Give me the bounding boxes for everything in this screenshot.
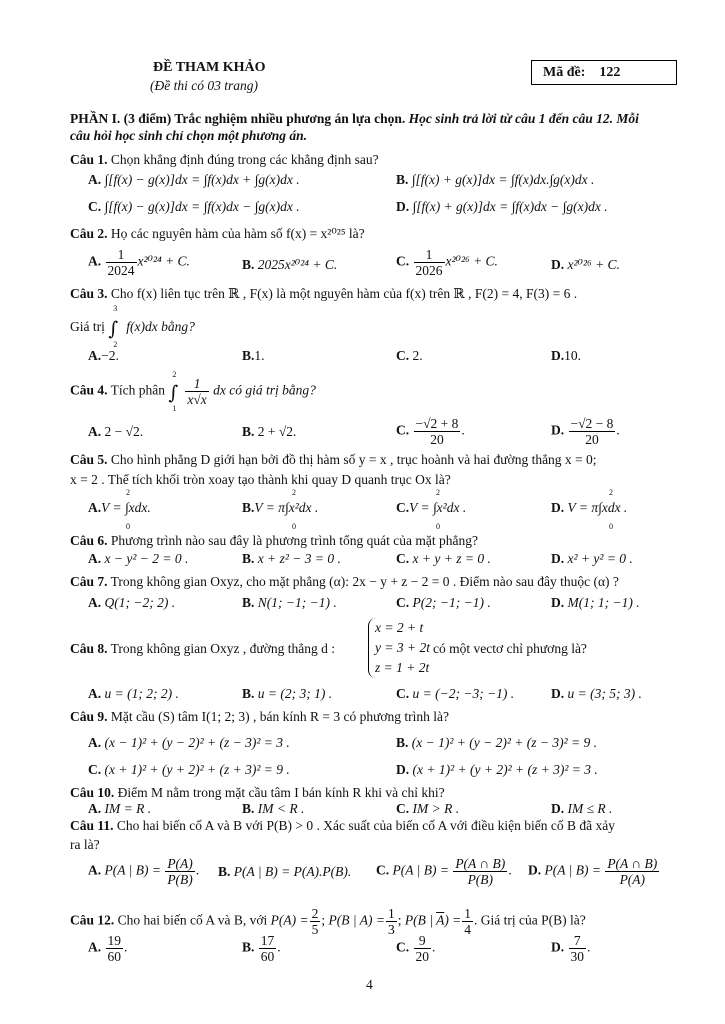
- q7-option-b: B. N(1; −1; −1) .: [242, 595, 337, 610]
- q5-option-b: B.V = π∫x²dx . 2 0: [242, 488, 319, 531]
- q1-option-d: D. ∫[f(x) + g(x)]dx = ∫f(x)dx − ∫g(x)dx .: [396, 199, 608, 214]
- question-11-line2: ra là?: [70, 837, 100, 852]
- q12-option-b: B. $\frac{17}{60}$ .: [242, 933, 281, 964]
- q8-option-c: C. u = (−2; −3; −1) .: [396, 686, 515, 701]
- q10-option-b: B. IM < R .: [242, 801, 305, 816]
- q5-option-c: C.V = ∫x²dx . 2 0: [396, 488, 467, 531]
- q5-option-a: A.V = ∫xdx. 2 0: [88, 488, 151, 531]
- exam-code-label: Mã đề:: [543, 65, 586, 80]
- q4-option-b: B. 2 + √2.: [242, 424, 297, 439]
- line-d-system: x = 2 + t y = 3 + 2t z = 1 + 2t: [368, 618, 430, 678]
- q3-option-a: A.−2.: [88, 348, 119, 363]
- question-6: Câu 6. Phương trình nào sau đây là phương trình tổng quát của mặt phẳng?: [70, 533, 478, 548]
- q8-option-d: D. u = (3; 5; 3) .: [551, 686, 642, 701]
- exam-title: ĐỀ THAM KHẢO: [153, 60, 266, 75]
- exam-code-box: [531, 60, 677, 85]
- q7-option-d: D. M(1; 1; −1) .: [551, 595, 640, 610]
- q11-option-c: C. P(A | B) = $\frac{P(A \cap B)}{P(B)}$ .: [376, 856, 512, 887]
- question-2: Câu 2. Họ các nguyên hàm của hàm số f(x) = x²⁰²⁵ là?: [70, 226, 365, 241]
- part-heading: PHẦN I. (3 điểm) Trắc nghiệm nhiều phương án lựa chọn. Học sinh trả lời từ câu 1 đến câu 12. Mỗi: [70, 111, 639, 126]
- q1-option-b: B. ∫[f(x) + g(x)]dx = ∫f(x)dx.∫g(x)dx .: [396, 172, 595, 187]
- part-instruction: câu hỏi học sinh chỉ chọn một phương án.: [70, 128, 308, 143]
- q11-option-d: D. P(A | B) = $\frac{P(A \cap B)}{P(A)}$: [528, 856, 658, 887]
- q6-option-d: D. x² + y² = 0 .: [551, 551, 633, 566]
- q4-option-d: D. $\frac{-√2 - 8}{20}$ .: [551, 416, 620, 447]
- q11-option-a: A. P(A | B) = $\frac{P(A)}{P(B)}$ .: [88, 856, 200, 887]
- question-4: Câu 4. Tích phân ∫ 2 1 $\frac{1}{x√x}$ dx có giá trị bằng?: [70, 369, 316, 413]
- q2-option-d: D. x²⁰²⁶ + C.: [551, 257, 620, 272]
- q4-option-c: C. $\frac{-√2 + 8}{20}$ .: [396, 416, 465, 447]
- q12-option-c: C. $\frac{9}{20}$ .: [396, 933, 436, 964]
- q1-option-a: A. ∫[f(x) − g(x)]dx = ∫f(x)dx + ∫g(x)dx .: [88, 172, 300, 187]
- question-8-tail: có một vectơ chỉ phương là?: [433, 641, 587, 656]
- q11-option-b: B. P(A | B) = P(A).P(B).: [218, 864, 352, 879]
- exam-subtitle: (Đề thi có 03 trang): [150, 78, 258, 93]
- q2-option-c: C. $\frac{1}{2026}$ x²⁰²⁶ + C.: [396, 247, 498, 278]
- q9-option-d: D. (x + 1)² + (y + 2)² + (z + 3)² = 3 .: [396, 762, 598, 777]
- q8-option-a: A. u = (1; 2; 2) .: [88, 686, 179, 701]
- q10-option-c: C. IM > R .: [396, 801, 460, 816]
- q7-option-c: C. P(2; −1; −1) .: [396, 595, 491, 610]
- question-8: Câu 8. Trong không gian Oxyz , đường thẳng d :: [70, 641, 335, 656]
- exam-code-value: 122: [599, 65, 621, 80]
- question-11: Câu 11. Cho hai biến cố A và B với P(B) > 0 . Xác suất của biến cố A với điều kiện biến cố B đã xảy: [70, 818, 615, 833]
- q3-option-d: D.10.: [551, 348, 581, 363]
- question-7: Câu 7. Trong không gian Oxyz, cho mặt phẳng (α): 2x − y + z − 2 = 0 . Điểm nào sau đây thuộc (α) ?: [70, 574, 619, 589]
- q7-option-a: A. Q(1; −2; 2) .: [88, 595, 176, 610]
- q3-option-c: C. 2.: [396, 348, 423, 363]
- q9-option-b: B. (x − 1)² + (y − 2)² + (z − 3)² = 9 .: [396, 735, 598, 750]
- q12-option-a: A. $\frac{19}{60}$ .: [88, 933, 128, 964]
- question-5-line2: x = 2 . Thể tích khối tròn xoay tạo thành khi quay D quanh trục Ox là?: [70, 472, 451, 487]
- q6-option-b: B. x + z² − 3 = 0 .: [242, 551, 341, 566]
- q2-option-b: B. 2025x²⁰²⁴ + C.: [242, 257, 338, 272]
- question-12: Câu 12. Cho hai biến cố A và B, với P(A) = $\frac{2}{5}$ ; P(B | A) = $\frac{1}{3}$ ; P(B | $\overline{A}$) = $\frac{1}{4}$ . Giá trị của P(B) là?: [70, 906, 586, 937]
- q10-option-a: A. IM = R .: [88, 801, 152, 816]
- q1-option-c: C. ∫[f(x) − g(x)]dx = ∫f(x)dx − ∫g(x)dx .: [88, 199, 300, 214]
- question-10: Câu 10. Điểm M nằm trong mặt cầu tâm I bán kính R khi và chỉ khi?: [70, 785, 445, 800]
- q10-option-d: D. IM ≤ R .: [551, 801, 613, 816]
- q3-option-b: B.1.: [242, 348, 265, 363]
- question-9: Câu 9. Mặt cầu (S) tâm I(1; 2; 3) , bán kính R = 3 có phương trình là?: [70, 709, 450, 724]
- q8-option-b: B. u = (2; 3; 1) .: [242, 686, 333, 701]
- q12-option-d: D. $\frac{7}{30}$ .: [551, 933, 591, 964]
- q9-option-c: C. (x + 1)² + (y + 2)² + (z + 3)² = 9 .: [88, 762, 290, 777]
- question-5: Câu 5. Cho hình phẳng D giới hạn bởi đồ thị hàm số y = x , trục hoành và hai đường thẳng x = 0;: [70, 452, 597, 467]
- q4-option-a: A. 2 − √2.: [88, 424, 144, 439]
- q6-option-c: C. x + y + z = 0 .: [396, 551, 491, 566]
- question-3-line2: Giá trị ∫ 3 2 f(x)dx bằng?: [70, 304, 195, 349]
- question-1: Câu 1. Chọn khẳng định đúng trong các khẳng định sau?: [70, 152, 379, 167]
- page-number: 4: [366, 977, 373, 992]
- q9-option-a: A. (x − 1)² + (y − 2)² + (z − 3)² = 3 .: [88, 735, 290, 750]
- q6-option-a: A. x − y² − 2 = 0 .: [88, 551, 189, 566]
- q2-option-a: A. $\frac{1}{2024}$ x²⁰²⁴ + C.: [88, 247, 190, 278]
- question-3: Câu 3. Cho f(x) liên tục trên ℝ , F(x) là một nguyên hàm của f(x) trên ℝ , F(2) = 4, F(3) = 6 .: [70, 286, 578, 301]
- q5-option-d: D. V = π∫xdx . 2 0: [551, 488, 628, 531]
